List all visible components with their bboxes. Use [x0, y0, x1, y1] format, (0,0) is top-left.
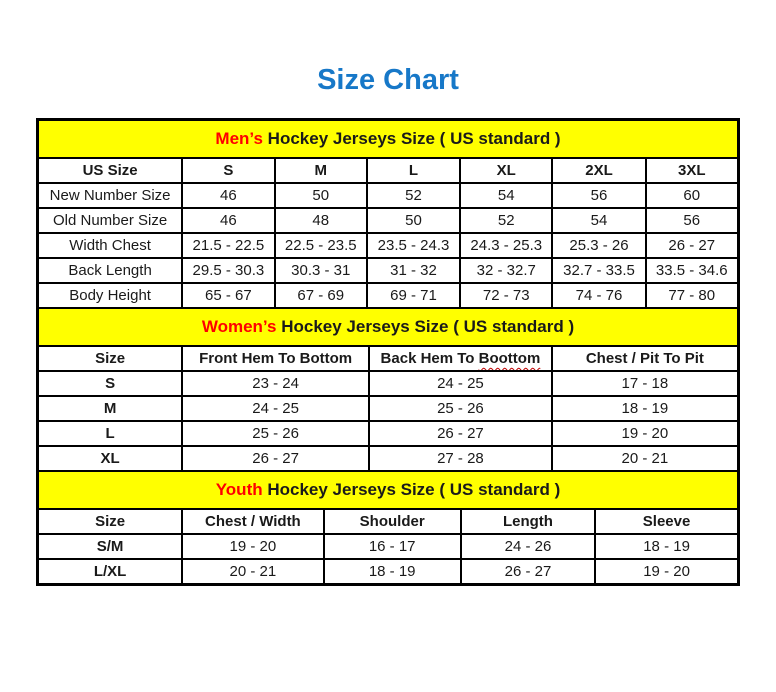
size-value-cell: 72 - 73: [460, 283, 552, 308]
section-band: [38, 308, 738, 346]
size-chart: [36, 118, 740, 586]
table-row: [38, 371, 738, 396]
size-value-cell: 17 - 18: [552, 371, 738, 396]
column-header-label: 3XL: [678, 162, 706, 179]
column-header: [595, 509, 738, 534]
table-row: [38, 208, 738, 233]
mens-size-table: [37, 119, 739, 309]
section-highlight-word: Women’s: [201, 317, 277, 336]
column-header: [38, 509, 182, 534]
column-header: [182, 509, 323, 534]
size-value-cell: 19 - 20: [595, 559, 738, 584]
size-value-cell: 18 - 19: [552, 396, 738, 421]
size-value-cell: 74 - 76: [552, 283, 645, 308]
size-value-cell: 27 - 28: [369, 446, 552, 471]
column-header: [38, 158, 182, 183]
size-value-cell: 24 - 26: [461, 534, 595, 559]
size-value-cell: 46: [182, 183, 274, 208]
mens-header-row: [38, 158, 738, 183]
size-value-cell: 50: [367, 208, 460, 233]
table-row: [38, 258, 738, 283]
size-value-cell: 69 - 71: [367, 283, 460, 308]
column-header-label: US Size: [82, 162, 138, 179]
table-row: [38, 396, 738, 421]
size-value-cell: 29.5 - 30.3: [182, 258, 274, 283]
table-row: [38, 446, 738, 471]
size-value-cell: 48: [275, 208, 367, 233]
row-label: S: [38, 371, 182, 396]
column-header: [324, 509, 461, 534]
row-label: Body Height: [38, 283, 182, 308]
column-header: [275, 158, 367, 183]
column-header-label: L: [408, 162, 419, 179]
row-label: L/XL: [38, 559, 182, 584]
size-value-cell: 56: [646, 208, 738, 233]
column-header-label: M: [314, 162, 328, 179]
section-title-text: Hockey Jerseys Size ( US standard ): [262, 480, 561, 499]
column-header-label: 2XL: [585, 162, 613, 179]
size-value-cell: 18 - 19: [595, 534, 738, 559]
size-value-cell: 32 - 32.7: [460, 258, 552, 283]
column-header-label: Chest / Width: [205, 513, 301, 530]
column-header: [552, 346, 738, 371]
size-value-cell: 25 - 26: [182, 421, 369, 446]
row-label: S/M: [38, 534, 182, 559]
size-value-cell: 50: [275, 183, 367, 208]
table-row: [38, 233, 738, 258]
size-value-cell: 33.5 - 34.6: [646, 258, 738, 283]
column-header: [182, 158, 274, 183]
row-label: M: [38, 396, 182, 421]
size-value-cell: 65 - 67: [182, 283, 274, 308]
youth-section-header: [38, 471, 738, 509]
column-header-label: Chest / Pit To Pit: [585, 350, 704, 367]
row-label: XL: [38, 446, 182, 471]
size-value-cell: 26 - 27: [461, 559, 595, 584]
size-value-cell: 56: [552, 183, 645, 208]
column-header: [646, 158, 738, 183]
section-title-text: Hockey Jerseys Size ( US standard ): [262, 129, 561, 148]
column-header-label: Back Hem To: [380, 350, 479, 367]
size-value-cell: 52: [367, 183, 460, 208]
column-header-label: Front Hem To Bottom: [199, 350, 353, 367]
page-title: Size Chart: [317, 64, 459, 96]
youth-size-table: [37, 470, 739, 585]
column-header-label: Size: [95, 513, 126, 530]
size-value-cell: 54: [460, 183, 552, 208]
mens-section-header: [38, 120, 738, 158]
column-header-label: Size: [95, 350, 126, 367]
table-row: [38, 283, 738, 308]
size-value-cell: 19 - 20: [182, 534, 323, 559]
size-value-cell: 21.5 - 22.5: [182, 233, 274, 258]
size-value-cell: 23 - 24: [182, 371, 369, 396]
column-header-label: Shoulder: [359, 513, 425, 530]
section-highlight-word: Youth: [215, 480, 263, 499]
youth-header-row: [38, 509, 738, 534]
size-value-cell: 22.5 - 23.5: [275, 233, 367, 258]
column-header-label: Length: [502, 513, 553, 530]
row-label: L: [38, 421, 182, 446]
womens-header-row: [38, 346, 738, 371]
row-label: New Number Size: [38, 183, 182, 208]
column-header-label: XL: [496, 162, 516, 179]
size-value-cell: 25.3 - 26: [552, 233, 645, 258]
size-value-cell: 60: [646, 183, 738, 208]
row-label: Width Chest: [38, 233, 182, 258]
womens-section-header: [38, 308, 738, 346]
column-header: [38, 346, 182, 371]
size-value-cell: 20 - 21: [552, 446, 738, 471]
size-value-cell: 30.3 - 31: [275, 258, 367, 283]
column-header: [552, 158, 645, 183]
section-band: [38, 120, 738, 158]
column-header-label: S: [223, 162, 234, 179]
column-header: [182, 346, 369, 371]
column-header: [460, 158, 552, 183]
column-header: [461, 509, 595, 534]
table-row: [38, 421, 738, 446]
size-value-cell: 46: [182, 208, 274, 233]
size-value-cell: 20 - 21: [182, 559, 323, 584]
section-highlight-word: Men’s: [215, 129, 263, 148]
table-row: [38, 559, 738, 584]
size-value-cell: 77 - 80: [646, 283, 738, 308]
size-value-cell: 24 - 25: [182, 396, 369, 421]
size-value-cell: 16 - 17: [324, 534, 461, 559]
size-value-cell: 52: [460, 208, 552, 233]
size-value-cell: 25 - 26: [369, 396, 552, 421]
section-band: [38, 471, 738, 509]
size-value-cell: 26 - 27: [182, 446, 369, 471]
row-label: Back Length: [38, 258, 182, 283]
table-row: [38, 183, 738, 208]
misspelled-word: Boottom: [478, 350, 541, 367]
size-value-cell: 19 - 20: [552, 421, 738, 446]
womens-size-table: [37, 307, 739, 472]
size-value-cell: 26 - 27: [646, 233, 738, 258]
table-row: [38, 534, 738, 559]
column-header-label: Sleeve: [642, 513, 691, 530]
row-label: Old Number Size: [38, 208, 182, 233]
size-value-cell: 18 - 19: [324, 559, 461, 584]
size-value-cell: 31 - 32: [367, 258, 460, 283]
size-value-cell: 32.7 - 33.5: [552, 258, 645, 283]
size-value-cell: 24.3 - 25.3: [460, 233, 552, 258]
size-value-cell: 54: [552, 208, 645, 233]
size-value-cell: 26 - 27: [369, 421, 552, 446]
section-title-text: Hockey Jerseys Size ( US standard ): [276, 317, 575, 336]
size-value-cell: 67 - 69: [275, 283, 367, 308]
size-value-cell: 23.5 - 24.3: [367, 233, 460, 258]
column-header: [367, 158, 460, 183]
column-header: [369, 346, 552, 371]
size-value-cell: 24 - 25: [369, 371, 552, 396]
